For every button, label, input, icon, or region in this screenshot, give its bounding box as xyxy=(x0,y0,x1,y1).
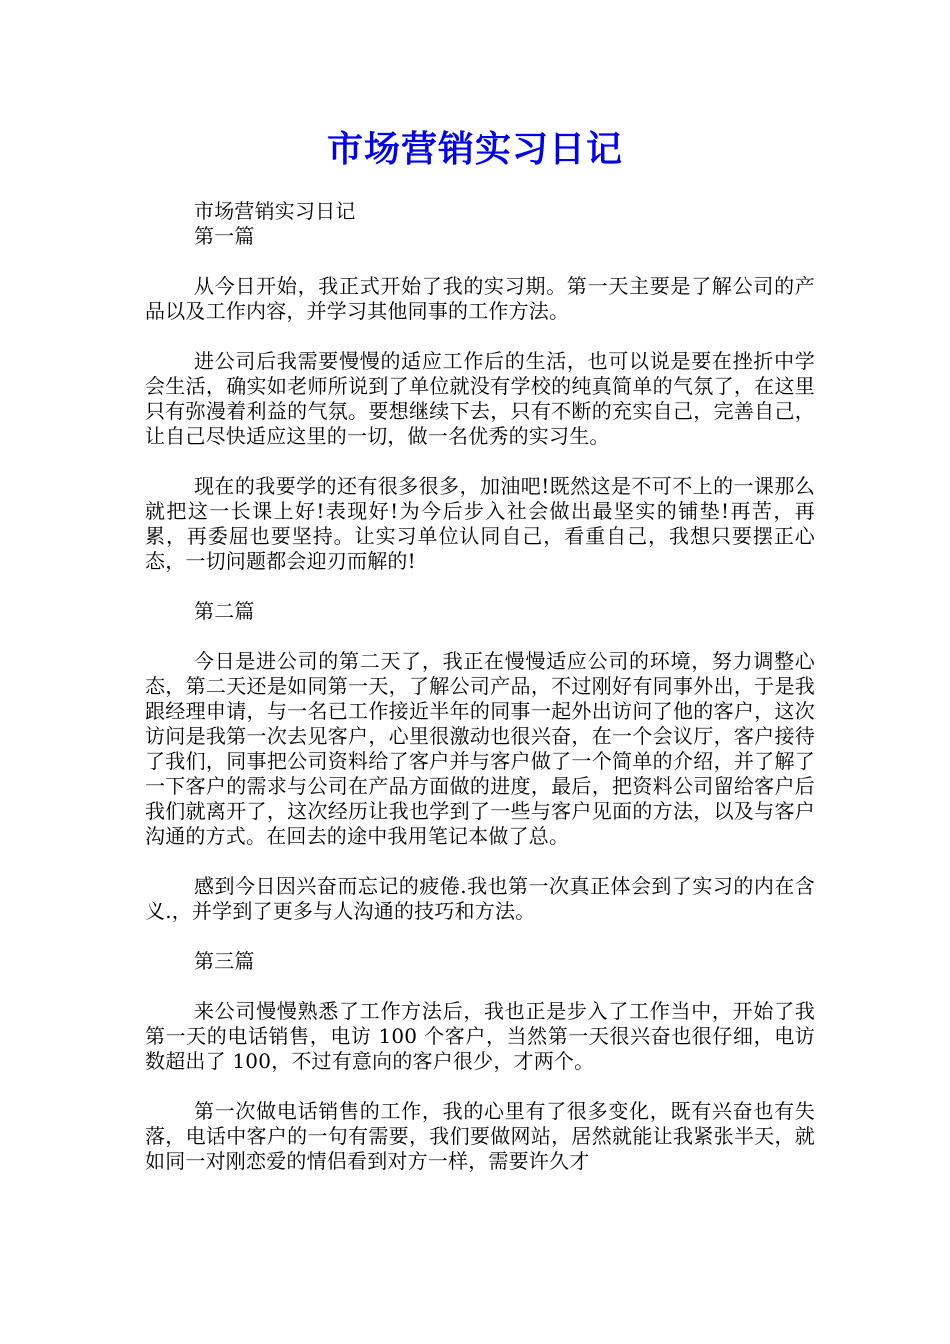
paragraph: 第一次做电话销售的工作，我的心里有了很多变化，既有兴奋也有失落，电话中客户的一句有需要，我们要做网站，居然就能让我紧张半天，就如同一对刚恋爱的情侣看到对方一样，需要许久才 xyxy=(145,1099,815,1173)
paragraph: 来公司慢慢熟悉了工作方法后，我也正是步入了工作当中，开始了我第一天的电话销售，电访 100 个客户，当然第一天很兴奋也很仔细，电访数超出了 100，不过有意向的客户很少，才两个。 xyxy=(145,999,815,1073)
document-subtitle: 市场营销实习日记 xyxy=(194,199,356,223)
paragraph: 今日是进公司的第二天了，我正在慢慢适应公司的环境，努力调整心态，第二天还是如同第一天，了解公司产品，不过刚好有同事外出，于是我跟经理申请，与一名已工作接近半年的同事一起外出访问了他的客户，这次访问是我第一次去见客户，心里很激动也很兴奋，在一个会议厅，客户接待了我们，同事把公司资料给了客户并与客户做了一个简单的介绍，并了解了一下客户的需求与公司在产品方面做的进度，最后，把资料公司留给客户后我们就离开了，这次经历让我也学到了一些与客户见面的方法，以及与客户沟通的方式。在回去的途中我用笔记本做了总。 xyxy=(145,649,815,848)
spacer xyxy=(145,574,815,599)
spacer xyxy=(145,324,815,349)
paragraph: 感到今日因兴奋而忘记的疲倦.我也第一次真正体会到了实习的内在含义.，并学到了更多与人沟通的技巧和方法。 xyxy=(145,874,815,923)
spacer xyxy=(145,849,815,874)
document-body xyxy=(145,199,815,1174)
paragraph: 从今日开始，我正式开始了我的实习期。第一天主要是了解公司的产品以及工作内容，并学习其他同事的工作方法。 xyxy=(145,274,815,323)
paragraph: 进公司后我需要慢慢的适应工作后的生活，也可以说是要在挫折中学会生活，确实如老师所说到了单位就没有学校的纯真简单的气氛了，在这里只有弥漫着利益的气氛。要想继续下去，只有不断的充实自己，完善自己，让自己尽快适应这里的一切，做一名优秀的实习生。 xyxy=(145,349,815,448)
spacer xyxy=(145,449,815,474)
section-heading-1: 第一篇 xyxy=(194,224,255,248)
paragraph: 现在的我要学的还有很多很多，加油吧!既然这是不可不上的一课那么就把这一长课上好!表现好!为今后步入社会做出最坚实的铺垫!再苦，再累，再委屈也要坚持。让实习单位认同自己，看重自己，我想只要摆正心态，一切问题都会迎刃而解的! xyxy=(145,474,815,573)
spacer xyxy=(145,974,815,999)
spacer xyxy=(145,1074,815,1099)
document-title: 市场营销实习日记 xyxy=(326,129,623,170)
section-heading-2: 第二篇 xyxy=(194,599,255,623)
spacer xyxy=(145,624,815,649)
spacer xyxy=(145,924,815,949)
spacer xyxy=(145,249,815,274)
section-heading-3: 第三篇 xyxy=(194,949,255,973)
